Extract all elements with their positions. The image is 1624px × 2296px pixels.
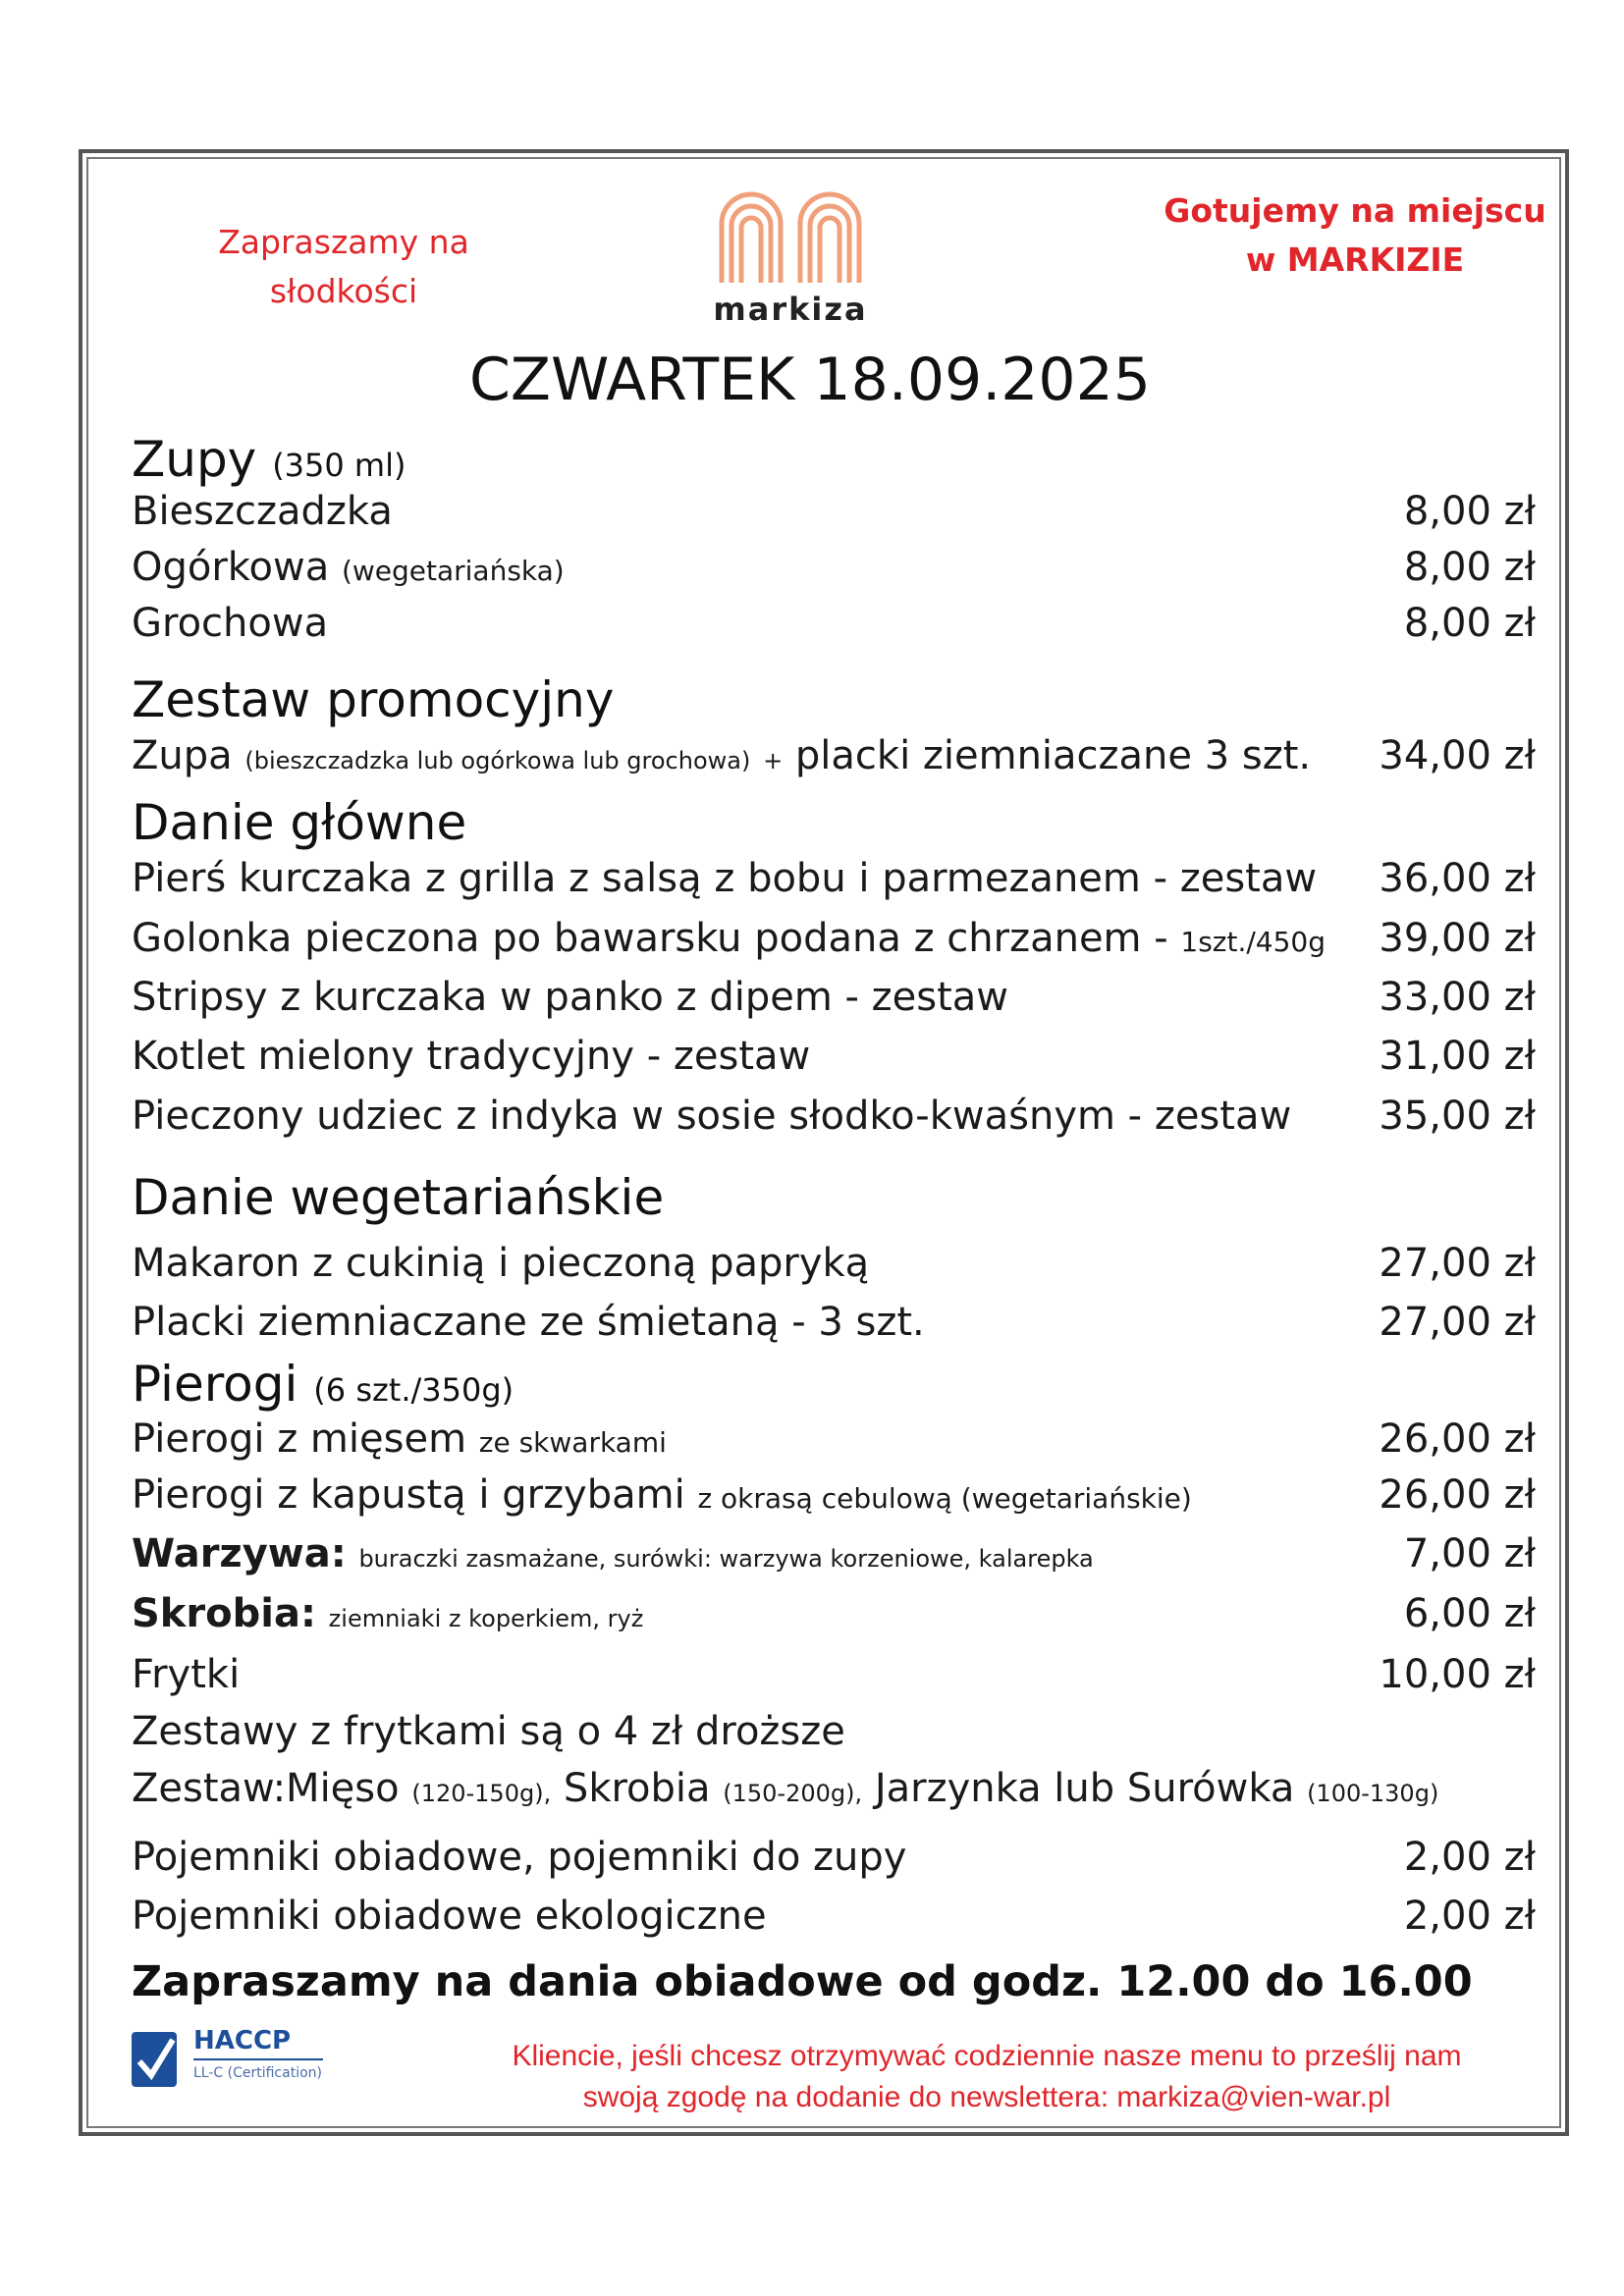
menu-item-main-5: Pieczony udziec z indyka w sosie słodko-kwaśnym - zestaw 35,00 zł <box>132 1094 1536 1139</box>
page-title: CZWARTEK 18.09.2025 <box>469 346 1151 414</box>
haccp-subtitle: LL-C (Certification) <box>193 2065 322 2081</box>
section-promo: Zestaw promocyjny <box>132 671 615 728</box>
right-slogan: Gotujemy na miejscu w MARKIZIE <box>1164 191 1546 279</box>
menu-item-pierogi-2: Pierogi z kapustą i grzybami z okrasą cebulową (wegetariańskie) 26,00 zł <box>132 1472 1536 1518</box>
menu-item-main-4: Kotlet mielony tradycyjny - zestaw 31,00 zł <box>132 1034 1536 1079</box>
menu-item-main-3: Stripsy z kurczaka w panko z dipem - zestaw 33,00 zł <box>132 975 1536 1020</box>
menu-item-veg-2: Placki ziemniaczane ze śmietaną - 3 szt. 27,00 zł <box>132 1300 1536 1345</box>
haccp-title: HACCP <box>193 2026 292 2056</box>
menu-item-promo: Zupa (bieszczadzka lub ogórkowa lub grochowa) + placki ziemniaczane 3 szt. 34,00 zł <box>132 733 1536 778</box>
menu-item-grochowa: Grochowa 8,00 zł <box>132 601 1536 646</box>
menu-item-main-2: Golonka pieczona po bawarsku podana z chrzanem - 1szt./450g 39,00 zł <box>132 916 1536 961</box>
menu-item-skrobia: Skrobia: ziemniaki z koperkiem, ryż 6,00 zł <box>132 1591 1536 1636</box>
menu-item-ogorkowa: Ogórkowa (wegetariańska) 8,00 zł <box>132 545 1536 590</box>
haccp-divider <box>193 2058 323 2060</box>
section-veg: Danie wegetariańskie <box>132 1169 665 1226</box>
section-zupy: Zupy (350 ml) <box>132 431 406 488</box>
menu-item-pojemniki-1: Pojemniki obiadowe, pojemniki do zupy 2,00 zł <box>132 1835 1536 1880</box>
menu-item-veg-1: Makaron z cukinią i pieczoną papryką 27,00 zł <box>132 1241 1536 1286</box>
fries-sets-note: Zestawy z frytkami są o 4 zł droższe <box>132 1709 845 1754</box>
section-main: Danie główne <box>132 794 467 851</box>
logo-text: markiza <box>713 291 868 328</box>
haccp-check-icon <box>130 2030 181 2089</box>
set-composition-note: Zestaw:Mięso (120-150g), Skrobia (150-200g), Jarzynka lub Surówka (100-130g) <box>132 1766 1439 1811</box>
newsletter-note: Kliencie, jeśli chcesz otrzymywać codziennie nasze menu to prześlij nam swoją zgodę na dodanie do newslettera: markiza@vien-war.pl <box>512 2040 1462 2113</box>
menu-item-pojemniki-2: Pojemniki obiadowe ekologiczne 2,00 zł <box>132 1894 1536 1939</box>
opening-hours: Zapraszamy na dania obiadowe od godz. 12.00 do 16.00 <box>132 1957 1473 2006</box>
menu-item-frytki: Frytki 10,00 zł <box>132 1652 1536 1697</box>
section-pierogi: Pierogi (6 szt./350g) <box>132 1356 514 1413</box>
menu-item-bieszczadzka: Bieszczadzka 8,00 zł <box>132 489 1536 534</box>
menu-item-pierogi-1: Pierogi z mięsem ze skwarkami 26,00 zł <box>132 1416 1536 1462</box>
menu-item-warzywa: Warzywa: buraczki zasmażane, surówki: warzywa korzeniowe, kalarepka 7,00 zł <box>132 1531 1536 1576</box>
left-slogan: Zapraszamy na słodkości <box>218 223 469 310</box>
menu-item-main-1: Pierś kurczaka z grilla z salsą z bobu i parmezanem - zestaw 36,00 zł <box>132 856 1536 901</box>
